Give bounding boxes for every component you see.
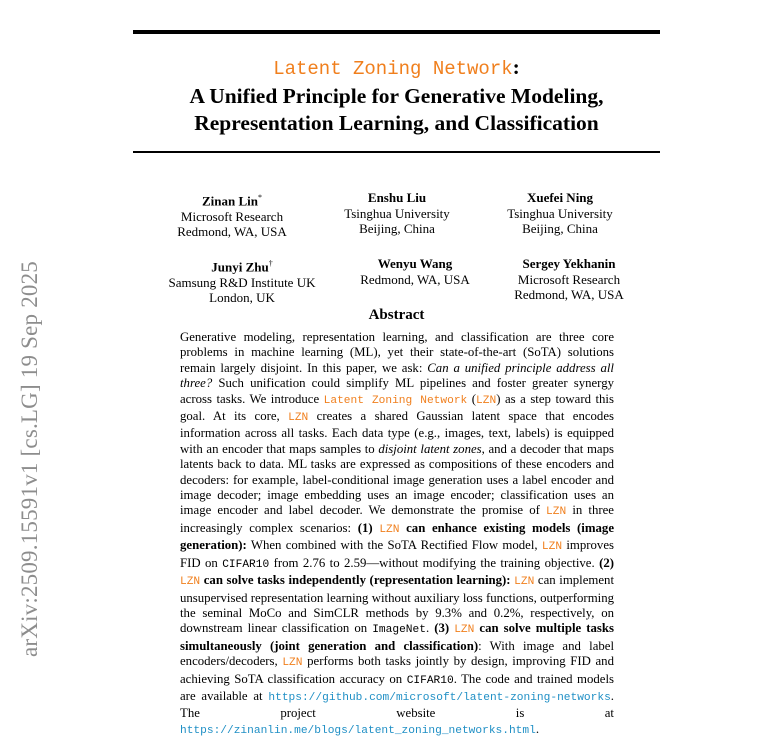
dataset-name: ImageNet: [372, 624, 426, 637]
author-name: Xuefei Ning: [526, 190, 594, 205]
author-block: [469, 256, 669, 303]
paper-title: [133, 54, 660, 137]
model-abbrev-mention: LZN: [288, 412, 309, 425]
abstract-heading: Abstract: [368, 307, 425, 323]
code-repository-link[interactable]: https://github.com/microsoft/latent-zoning-networks: [268, 691, 611, 704]
author-name: Sergey Yekhanin: [522, 256, 616, 271]
scenario-1-title: can enhance existing models (image generation):: [180, 520, 614, 553]
author-name: Junyi Zhu: [211, 259, 269, 275]
title-line-1: A Unified Principle for Generative Modeling,: [189, 84, 604, 108]
scenario-2-number: (2): [599, 555, 614, 570]
author-name: Wenyu Wang: [377, 256, 453, 271]
title-model-name: Latent Zoning Network: [273, 58, 513, 80]
author-location: Redmond, WA, USA: [514, 287, 624, 302]
title-line-2: Representation Learning, and Classification: [194, 111, 599, 135]
emphasis-disjoint-zones: disjoint latent zones: [378, 441, 482, 456]
model-name-mention: Latent Zoning Network: [323, 394, 468, 407]
scenario-2-title: can solve tasks independently (representation learning):: [200, 573, 511, 588]
author-affiliation: Samsung R&D Institute UK: [168, 274, 316, 290]
author-location: Redmond, WA, USA: [177, 224, 287, 240]
author-block: [460, 190, 660, 237]
author-affiliation: Microsoft Research: [517, 271, 621, 287]
arxiv-identifier-stamp: arXiv:2509.15591v1 [cs.LG] 19 Sep 2025: [17, 261, 42, 657]
author-name: Enshu Liu: [367, 190, 427, 205]
author-affiliation: Redmond, WA, USA: [360, 271, 470, 287]
model-abbrev-mention: LZN: [476, 394, 497, 407]
model-abbrev-mention: LZN: [454, 624, 475, 637]
author-affiliation: Microsoft Research: [180, 208, 284, 224]
dataset-name: CIFAR10: [406, 674, 454, 687]
model-abbrev-mention: LZN: [546, 506, 567, 519]
model-abbrev-mention: LZN: [541, 541, 563, 554]
author-affiliation: Tsinghua University: [344, 205, 450, 221]
model-abbrev-mention: LZN: [379, 523, 400, 536]
author-name: Zinan Lin: [201, 193, 258, 209]
author-location: London, UK: [209, 290, 275, 306]
research-question: Can a unified principle address all three?: [180, 360, 614, 391]
dataset-name: CIFAR10: [222, 558, 270, 571]
title-top-rule: [133, 30, 660, 34]
scenario-3-number: (3): [434, 621, 455, 636]
author-affiliation: Tsinghua University: [507, 205, 613, 221]
abstract-body: Generative modeling, representation learning, and classification are three core problems in machine learning (ML), yet their state-of-the-art (SoTA) solutions remain largely disjoint. In this paper, we ask: Can a unified principle address all three? Such unification could simplify ML pipelines and foster greater synergy across tasks. We introduce Latent Zoning Network (LZN) as a step toward this goal. At its core, LZN creates a shared Gaussian latent space that encodes information across all tasks. Each data type (e.g., images, text, labels) is equipped with an encoder that maps samples to disjoint latent zones, and a decoder that maps latents back to data. ML tasks are expressed as compositions of these encoders and decoders: for example, label-conditional image generation uses a label encoder and image decoder; image embedding uses an image encoder; classification uses an image encoder and label decoder. We demonstrate the promise of LZN in three increasingly complex scenarios: (1) LZN can enhance existing models (image generation): When combined with the SoTA Rectified Flow model, LZN improves FID on CIFAR10 from 2.76 to 2.59—without modifying the training objective. (2) LZN can solve tasks independently (representation learning): LZN can implement unsupervised representation learning without auxiliary loss functions, outperforming the seminal MoCo and SimCLR methods by 9.3% and 0.2%, respectively, on downstream linear classification on ImageNet. (3) LZN can solve multiple tasks simultaneously (joint generation and classification): With image and label encoders/decoders, LZN performs both tasks jointly by design, improving FID and achieving SoTA classification accuracy on CIFAR10. The code and trained models are available at https://github.com/microsoft/latent-zoning-networks. The project website is at https://zinanlin.me/blogs/latent_zoning_networks.html.: [180, 330, 615, 737]
author-mark: †: [268, 259, 273, 268]
title-line-0: Latent Zoning Network:: [273, 55, 520, 80]
author-location: Beijing, China: [522, 221, 598, 236]
author-location: Beijing, China: [359, 221, 435, 236]
model-abbrev-mention: LZN: [514, 576, 535, 589]
author-block: [142, 256, 342, 306]
scenario-3-title: can solve multiple tasks simultaneously (joint generation and classification): [180, 621, 615, 653]
project-website-link[interactable]: https://zinanlin.me/blogs/latent_zoning_networks.html: [180, 724, 536, 737]
title-bottom-rule: [133, 151, 660, 153]
author-mark: *: [258, 193, 262, 202]
scenario-1-number: (1): [357, 520, 380, 535]
model-abbrev-mention: LZN: [180, 576, 201, 589]
model-abbrev-mention: LZN: [282, 657, 303, 670]
